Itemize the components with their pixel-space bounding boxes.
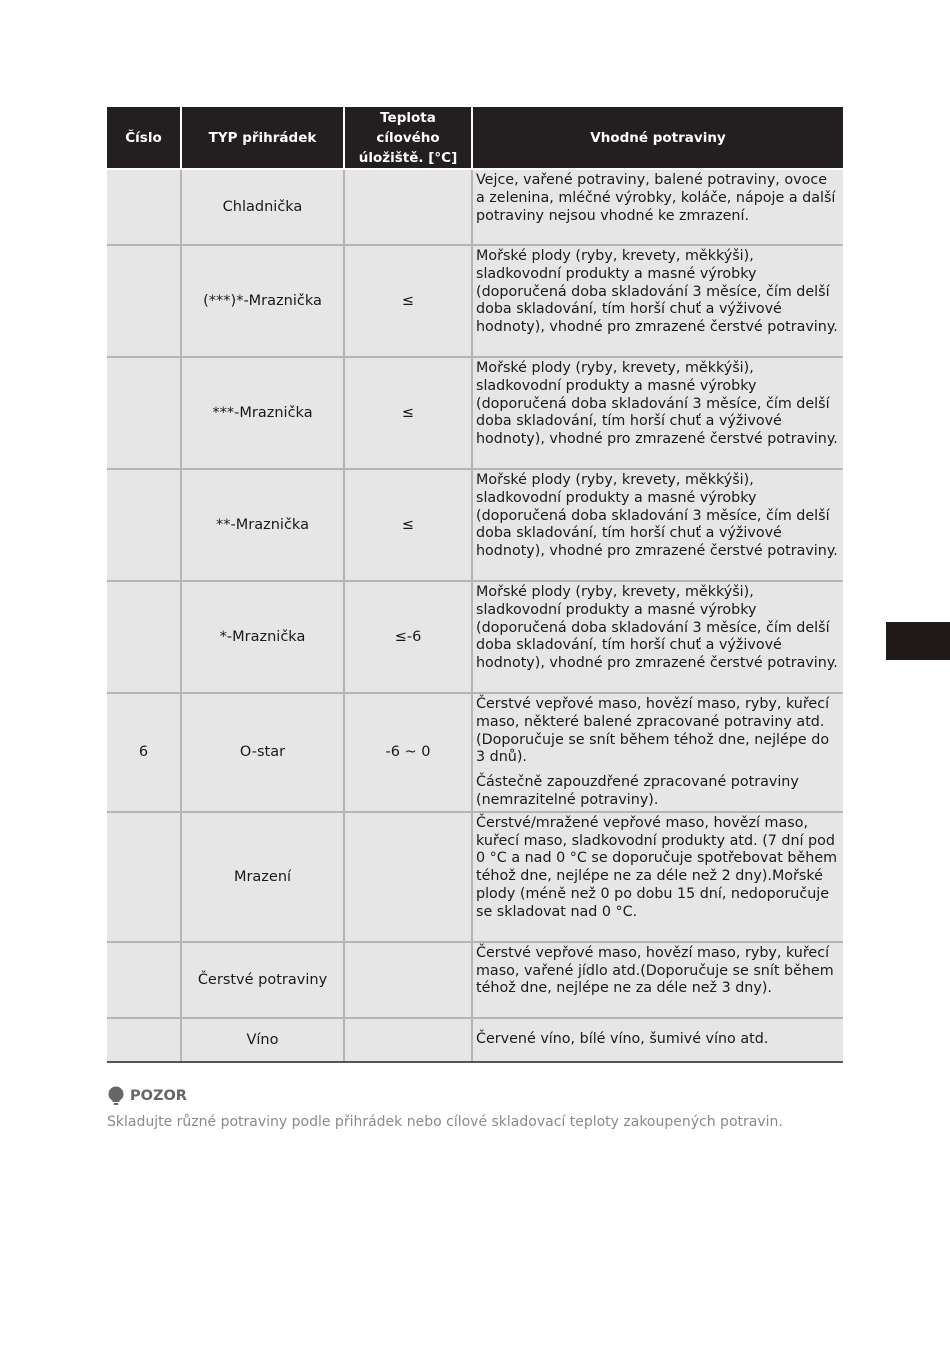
food-text: Čerstvé/mražené vepřové maso, hovězí maso, kuřecí maso, sladkovodní produkty atd. (7 dní pod 0 °C a nad 0 °C se doporučuje spotřebovat během téhož dne, nejlépe ne za déle než 2 dny).Mořské plody (méně než 0 po dobu 15 dní, nedoporučuje se skladovat nad 0 °C. <box>476 814 838 920</box>
row-temperature: ≤ <box>344 245 472 357</box>
food-text: Čerstvé vepřové maso, hovězí maso, ryby, kuřecí maso, vařené jídlo atd.(Doporučuje se snít během téhož dne, nejlépe ne za déle než 3 dny). <box>476 944 834 997</box>
header-food: Vhodné potraviny <box>472 107 843 169</box>
row-temperature <box>344 812 472 942</box>
row-food <box>472 469 843 581</box>
row-type: Víno <box>181 1018 344 1062</box>
row-type: ***-Mraznička <box>181 357 344 469</box>
table-row <box>107 1018 843 1062</box>
row-type: **-Mraznička <box>181 469 344 581</box>
row-number <box>107 357 181 469</box>
row-number <box>107 942 181 1018</box>
row-food <box>472 169 843 245</box>
page-edge-tab <box>886 622 950 660</box>
food-text: Čerstvé vepřové maso, hovězí maso, ryby, kuřecí maso, některé balené zpracované potraviny atd. (Doporučuje se snít během téhož dne, nejlépe do 3 dnů). <box>476 696 830 766</box>
food-text: Mořské plody (ryby, krevety, měkkýši), sladkovodní produkty a masné výrobky (doporučená doba skladování 3 měsíce, čím delší doba skladování, tím horší chuť a výživové hodnoty), vhodné pro zmrazené čerstvé potraviny. <box>476 472 838 560</box>
row-temperature <box>344 169 472 245</box>
table-row <box>107 469 843 581</box>
row-food <box>472 581 843 693</box>
food-text: Mořské plody (ryby, krevety, měkkýši), sladkovodní produkty a masné výrobky (doporučená doba skladování 3 měsíce, čím delší doba skladování, tím horší chuť a výživové hodnoty), vhodné pro zmrazené čerstvé potraviny. <box>476 248 838 336</box>
row-temperature: ≤ <box>344 357 472 469</box>
row-temperature <box>344 1018 472 1062</box>
row-food <box>472 693 843 812</box>
food-text: Vejce, vařené potraviny, balené potraviny, ovoce a zelenina, mléčné výrobky, koláče, nápoje a další potraviny nejsou vhodné ke zmrazení. <box>476 172 836 224</box>
row-number <box>107 245 181 357</box>
table-row <box>107 812 843 942</box>
storage-table <box>107 107 843 1063</box>
row-temperature: -6 ~ 0 <box>344 693 472 812</box>
row-type: Mrazení <box>181 812 344 942</box>
food-note: Částečně zapouzdřené zpracované potraviny (nemrazitelné potraviny). <box>476 774 799 808</box>
caution-heading <box>107 1086 187 1106</box>
row-type: O-star <box>181 693 344 812</box>
header-type: TYP přihrádek <box>181 107 344 169</box>
row-temperature <box>344 942 472 1018</box>
row-food <box>472 812 843 942</box>
row-food <box>472 942 843 1018</box>
food-text: Mořské plody (ryby, krevety, měkkýši), sladkovodní produkty a masné výrobky (doporučená doba skladování 3 měsíce, čím delší doba skladování, tím horší chuť a výživové hodnoty), vhodné pro zmrazené čerstvé potraviny. <box>476 360 838 448</box>
row-number <box>107 169 181 245</box>
row-type: Chladnička <box>181 169 344 245</box>
lightbulb-icon <box>107 1086 125 1106</box>
table-row <box>107 581 843 693</box>
table-row <box>107 357 843 469</box>
row-number <box>107 469 181 581</box>
row-type: Čerstvé potraviny <box>181 942 344 1018</box>
header-number: Číslo <box>107 107 181 169</box>
row-food <box>472 245 843 357</box>
row-number <box>107 581 181 693</box>
table-row <box>107 942 843 1018</box>
row-food <box>472 1018 843 1062</box>
caution-text: Skladujte různé potraviny podle přihrádek nebo cílové skladovací teploty zakoupených potravin. <box>107 1114 783 1130</box>
row-food <box>472 357 843 469</box>
header-temperature: Teplota cílového úložiště. [°C] <box>344 107 472 169</box>
row-number: 6 <box>107 693 181 812</box>
row-temperature: ≤ <box>344 469 472 581</box>
row-type: *-Mraznička <box>181 581 344 693</box>
food-text: Mořské plody (ryby, krevety, měkkýši), sladkovodní produkty a masné výrobky (doporučená doba skladování 3 měsíce, čím delší doba skladování, tím horší chuť a výživové hodnoty), vhodné pro zmrazené čerstvé potraviny. <box>476 584 838 672</box>
food-text: Červené víno, bílé víno, šumivé víno atd. <box>476 1031 769 1048</box>
row-number <box>107 812 181 942</box>
row-number <box>107 1018 181 1062</box>
table-row <box>107 245 843 357</box>
table-header-row <box>107 107 843 169</box>
row-type: (***)*-Mraznička <box>181 245 344 357</box>
row-temperature: ≤-6 <box>344 581 472 693</box>
table-row <box>107 169 843 245</box>
table-row <box>107 693 843 812</box>
caution-title: POZOR <box>130 1088 187 1104</box>
